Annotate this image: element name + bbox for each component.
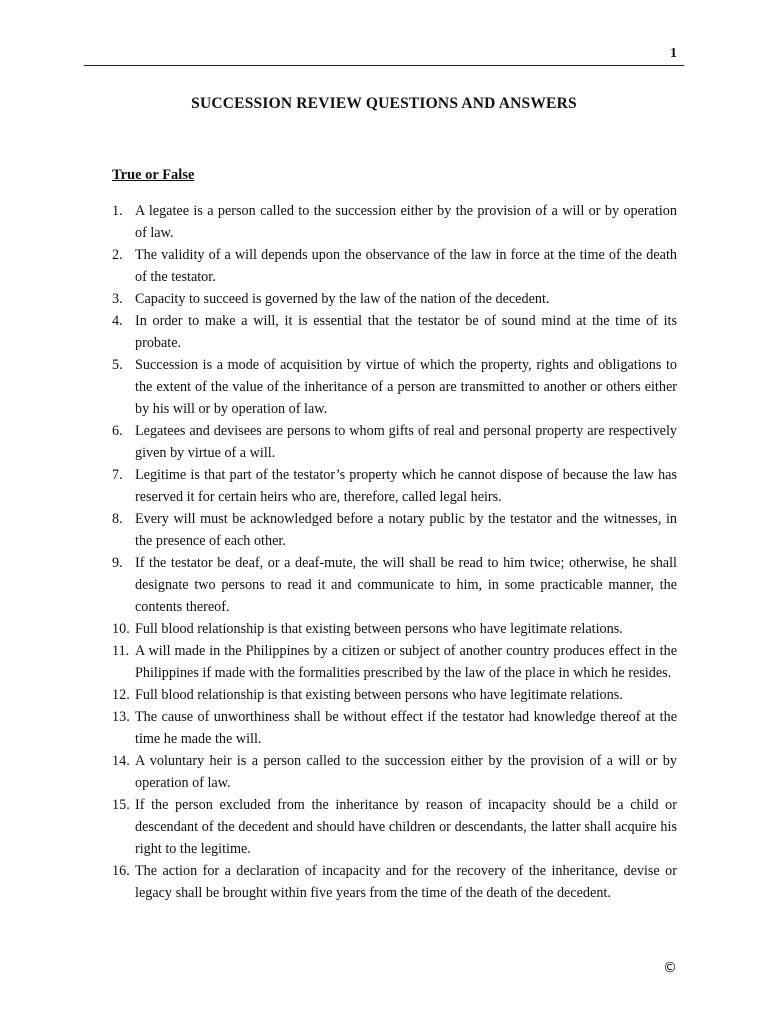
question-number: 13. bbox=[112, 709, 130, 725]
question-item bbox=[112, 750, 677, 794]
question-number: 16. bbox=[112, 863, 130, 879]
question-item bbox=[112, 706, 677, 750]
question-item bbox=[112, 354, 677, 420]
question-text: Legatees and devisees are persons to whom gifts of real and personal property are respectively given by virtue of a will. bbox=[135, 423, 677, 461]
question-number: 1. bbox=[112, 203, 123, 219]
question-number: 3. bbox=[112, 291, 123, 307]
question-number: 9. bbox=[112, 555, 123, 571]
question-item bbox=[112, 244, 677, 288]
question-number: 7. bbox=[112, 467, 123, 483]
question-item bbox=[112, 288, 677, 310]
question-number: 12. bbox=[112, 687, 130, 703]
page-number: 1 bbox=[670, 46, 677, 61]
section-heading: True or False bbox=[112, 167, 195, 183]
question-item bbox=[112, 200, 677, 244]
question-item bbox=[112, 860, 677, 904]
header-divider bbox=[84, 65, 684, 66]
question-text: If the person excluded from the inheritance by reason of incapacity should be a child or descendant of the decedent and should have children or descendants, the latter shall acquire his right to the legitime. bbox=[135, 797, 677, 857]
question-text: Full blood relationship is that existing between persons who have legitimate relations. bbox=[135, 687, 623, 703]
question-item bbox=[112, 794, 677, 860]
question-number: 2. bbox=[112, 247, 123, 263]
question-item bbox=[112, 618, 677, 640]
question-item bbox=[112, 552, 677, 618]
question-number: 5. bbox=[112, 357, 123, 373]
question-number: 10. bbox=[112, 621, 130, 637]
question-item bbox=[112, 508, 677, 552]
question-item bbox=[112, 640, 677, 684]
question-text: Succession is a mode of acquisition by virtue of which the property, rights and obligations to the extent of the value of the inheritance of a person are transmitted to another or others either by his will or by operation of law. bbox=[135, 357, 677, 417]
document-title: SUCCESSION REVIEW QUESTIONS AND ANSWERS bbox=[191, 95, 577, 112]
question-item bbox=[112, 684, 677, 706]
question-number: 4. bbox=[112, 313, 123, 329]
question-text: If the testator be deaf, or a deaf-mute, the will shall be read to him twice; otherwise, he shall designate two persons to read it and communicate to him, in some practicable manner, the contents thereof. bbox=[135, 555, 677, 615]
question-text: Every will must be acknowledged before a notary public by the testator and the witnesses, in the presence of each other. bbox=[135, 511, 677, 549]
question-text: The validity of a will depends upon the observance of the law in force at the time of the death of the testator. bbox=[135, 247, 677, 285]
question-number: 15. bbox=[112, 797, 130, 813]
question-text: The cause of unworthiness shall be without effect if the testator had knowledge thereof at the time he made the will. bbox=[135, 709, 677, 747]
question-text: In order to make a will, it is essential that the testator be of sound mind at the time of its probate. bbox=[135, 313, 677, 351]
question-list bbox=[112, 200, 677, 904]
question-item bbox=[112, 310, 677, 354]
question-item bbox=[112, 420, 677, 464]
copyright-symbol: © bbox=[663, 960, 677, 976]
question-text: Full blood relationship is that existing between persons who have legitimate relations. bbox=[135, 621, 623, 637]
question-text: A voluntary heir is a person called to the succession either by the provision of a will or by operation of law. bbox=[135, 753, 677, 791]
question-number: 8. bbox=[112, 511, 123, 527]
question-text: The action for a declaration of incapacity and for the recovery of the inheritance, devise or legacy shall be brought within five years from the time of the death of the decedent. bbox=[135, 863, 677, 901]
question-number: 14. bbox=[112, 753, 130, 769]
question-item bbox=[112, 464, 677, 508]
question-text: A legatee is a person called to the succession either by the provision of a will or by operation of law. bbox=[135, 203, 677, 241]
question-text: Capacity to succeed is governed by the law of the nation of the decedent. bbox=[135, 291, 550, 307]
question-text: Legitime is that part of the testator’s property which he cannot dispose of because the law has reserved it for certain heirs who are, therefore, called legal heirs. bbox=[135, 467, 677, 505]
question-number: 11. bbox=[112, 643, 130, 659]
question-number: 6. bbox=[112, 423, 123, 439]
question-text: A will made in the Philippines by a citizen or subject of another country produces effect in the Philippines if made with the formalities prescribed by the law of the place in which he resides. bbox=[135, 643, 677, 681]
